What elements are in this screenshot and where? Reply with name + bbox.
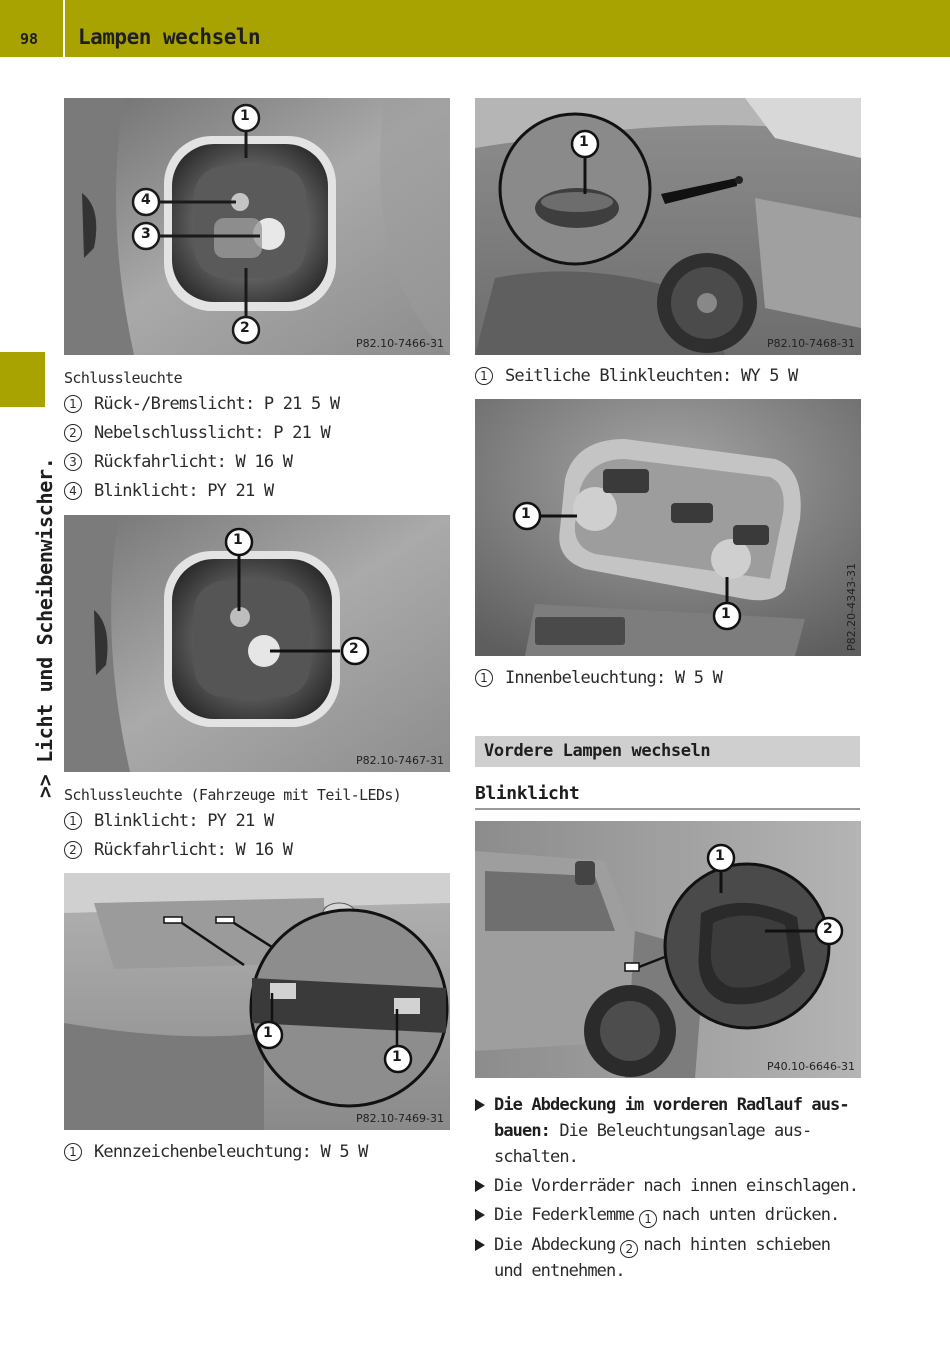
page-header	[0, 0, 950, 57]
item-value: : P 21 5 W	[244, 394, 340, 414]
rear-light-item	[64, 451, 292, 473]
step-text: nach hinten schieben und entnehmen.	[494, 1235, 831, 1281]
rear-light-item	[64, 393, 339, 415]
side-indicator-photo	[475, 98, 861, 355]
partial-led-caption-title: Schlussleuchte (Fahrzeuge mit Teil-LEDs)	[64, 786, 402, 804]
step-text: Die Beleuchtungsanlage aus-schalten.	[494, 1121, 812, 1167]
rear-light-item	[64, 480, 273, 502]
front-indicator-photo-code: P40.10-6646-31	[766, 1060, 855, 1073]
partial-led-item	[64, 839, 292, 861]
interior-light-item	[475, 667, 722, 689]
step-arrow-icon	[475, 1209, 485, 1221]
step-arrow-icon	[475, 1180, 485, 1192]
front-indicator-callout-1: 1	[715, 848, 725, 864]
callout-number: 2	[64, 424, 82, 442]
callout-number: 4	[64, 482, 82, 500]
callout-number: 1	[639, 1210, 657, 1228]
callout-number: 2	[620, 1240, 638, 1258]
section-title: Vordere Lampen wechseln	[484, 741, 711, 761]
item-value: : WY 5 W	[722, 366, 798, 386]
header-divider	[63, 0, 65, 57]
item-value: : W 16 W	[216, 452, 293, 472]
interior-light-illustration	[475, 399, 861, 656]
instruction-step	[475, 1202, 865, 1228]
rear-light-caption-title: Schlussleuchte	[64, 369, 183, 387]
step-arrow-icon	[475, 1099, 485, 1111]
page-title: Lampen wechseln	[78, 25, 261, 49]
side-indicator-illustration	[475, 98, 861, 355]
step-action: Die Abdeckung im vorderen Radlauf aus-bauen:	[494, 1095, 849, 1141]
instruction-step	[475, 1173, 865, 1199]
partial-led-callout-2: 2	[349, 641, 359, 657]
callout-number: 1	[64, 1143, 82, 1161]
item-value: : P 21 W	[254, 423, 330, 443]
plate-light-photo	[64, 873, 450, 1130]
plate-light-callout-1a: 1	[263, 1025, 273, 1041]
interior-light-callout-1a: 1	[521, 506, 531, 522]
item-label: Rückfahrlicht	[94, 840, 217, 860]
item-label: Seitliche Blinkleuchten	[505, 366, 723, 386]
callout-number: 1	[475, 669, 493, 687]
step-text: Die Abdeckung	[494, 1235, 616, 1255]
subsection-rule	[475, 808, 860, 810]
plate-light-callout-1b: 1	[392, 1049, 402, 1065]
item-label: Nebelschlusslicht	[94, 423, 255, 443]
rear-light-callout-4: 4	[141, 192, 151, 208]
callout-number: 1	[64, 395, 82, 413]
item-label: Rück-/Bremslicht	[94, 394, 245, 414]
section-heading-bar	[475, 736, 860, 767]
instruction-step	[475, 1232, 865, 1284]
front-indicator-illustration	[475, 821, 861, 1078]
side-indicator-callout-1: 1	[579, 134, 589, 150]
step-text: nach unten drücken.	[662, 1205, 840, 1225]
item-value: : PY 21 W	[188, 811, 274, 831]
subsection-heading: Blinklicht	[475, 783, 580, 804]
item-value: : PY 21 W	[188, 481, 274, 501]
side-indicator-item	[475, 365, 798, 387]
rear-light-partial-led-illustration	[64, 515, 450, 772]
rear-light-callout-1: 1	[240, 108, 250, 124]
rear-light-illustration	[64, 98, 450, 355]
item-value: : W 5 W	[301, 1142, 368, 1162]
partial-led-callout-1: 1	[233, 532, 243, 548]
item-value: : W 5 W	[655, 668, 723, 688]
item-label: Rückfahrlicht	[94, 452, 217, 472]
callout-number: 1	[475, 367, 493, 385]
plate-light-illustration	[64, 873, 450, 1130]
step-text: Die Vorderräder nach innen einschlagen.	[494, 1176, 859, 1196]
side-indicator-photo-code: P82.10-7468-31	[766, 337, 855, 350]
partial-led-item	[64, 810, 273, 832]
plate-light-photo-code: P82.10-7469-31	[355, 1112, 444, 1125]
item-label: Blinklicht	[94, 481, 189, 501]
interior-light-callout-1b: 1	[721, 606, 731, 622]
interior-light-photo	[475, 399, 861, 656]
step-text: Die Federklemme	[494, 1205, 635, 1225]
plate-light-item	[64, 1141, 368, 1163]
chapter-tab-marker	[0, 352, 45, 407]
item-label: Kennzeichenbeleuchtung	[94, 1142, 302, 1162]
rear-light-callout-3: 3	[141, 226, 151, 242]
interior-light-photo-code: P82.20-4343-31	[845, 562, 858, 651]
partial-led-photo-code: P82.10-7467-31	[355, 754, 444, 767]
step-arrow-icon	[475, 1239, 485, 1251]
front-indicator-callout-2: 2	[823, 921, 833, 937]
callout-number: 3	[64, 453, 82, 471]
chapter-tab-label: >> Licht und Scheibenwischer.	[33, 457, 57, 798]
rear-light-item	[64, 422, 330, 444]
rear-light-photo	[64, 98, 450, 355]
callout-number: 1	[64, 812, 82, 830]
item-label: Blinklicht	[94, 811, 189, 831]
item-value: : W 16 W	[216, 840, 293, 860]
callout-number: 2	[64, 841, 82, 859]
instruction-step	[475, 1092, 865, 1170]
rear-light-callout-2: 2	[240, 320, 250, 336]
rear-light-partial-led-photo	[64, 515, 450, 772]
item-label: Innenbeleuchtung	[505, 668, 656, 688]
page-number: 98	[20, 30, 39, 48]
front-indicator-photo	[475, 821, 861, 1078]
rear-light-photo-code: P82.10-7466-31	[355, 337, 444, 350]
